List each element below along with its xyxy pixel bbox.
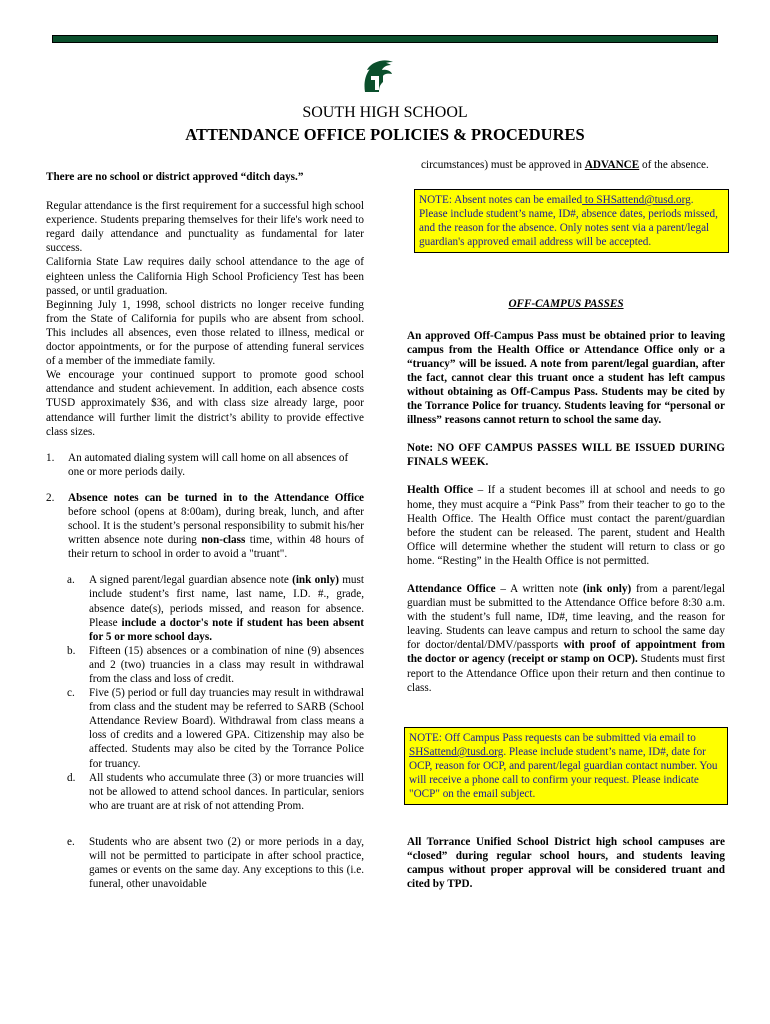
sub-letter: a. [67, 574, 75, 587]
sub-item-d [67, 771, 364, 813]
intro-paragraph-2: California State Law requires daily school attendance to the age of eighteen unless the California High School Proficiency Test has been passed, or until graduation. [46, 256, 364, 297]
list-number: 1. [46, 451, 55, 464]
ocp-email-link[interactable]: SHSattend@tusd.org [409, 745, 504, 758]
health-office-paragraph [407, 483, 725, 568]
list-text [68, 491, 364, 561]
page-title: ATTENDANCE OFFICE POLICIES & PROCEDURES [185, 125, 585, 144]
absence-notes-text: before school (opens at 8:00am), during break, lunch, and after school. It is the student’s personal responsibility to submit his/her written absence note during [68, 505, 364, 547]
school-name: SOUTH HIGH SCHOOL [302, 104, 468, 121]
intro-paragraph-4: We encourage your continued support to promote good school attendance and student achievement. In addition, each absence costs TUSD approximately $36, and with class size already large, poor attendance will further limit the district’s ability to provide effective class sizes. [46, 369, 364, 438]
ocp-email-note-box [404, 727, 728, 805]
attendance-text-2: from a parent/legal guardian must be submitted to the Attendance Office before 8:30 a.m. with the student’s full name, ID#, time leaving, and the reason for leaving. Students can leave campus and return to school the same day for doctor/dental/DMV/passports [407, 582, 726, 652]
sub-text: Students who are absent two (2) or more periods in a day, will not be permitted to participate in after school practice, games or events on the same day. Any exceptions to this (i.e. funeral, other unavoidable [89, 835, 364, 891]
off-campus-heading: OFF-CAMPUS PASSES [508, 298, 624, 311]
intro-paragraph-1: Regular attendance is the first requirement for a successful high school experience. Students preparing themselves for their life's work need to regard daily attendance and punctuality as fundamental for later success. [46, 200, 364, 255]
ditch-days-statement: There are no school or district approved “ditch days.” [46, 171, 304, 183]
sub-letter: e. [67, 835, 75, 848]
left-column [46, 170, 364, 891]
list-item-2 [46, 491, 364, 561]
note2-text-2: . Please include student’s name, ID#, date for OCP, reason for OCP, and parent/legal guardian contact number. You will receive a phone call to confirm your request. Please indicate "OCP" on the email subject. [409, 745, 718, 801]
proof-of-appointment: with proof of appointment from the doctor or agency (receipt or stamp on OCP). [407, 639, 725, 666]
sub-text: Five (5) period or full day truancies may result in withdrawal from class and the student may be referred to SARB (School Attendance Review Board). Withdrawal from class means a loss of credits and a lowered GPA. Citizenship may also be affected. Students may also be cited by the Torrance Police for truancy. [89, 687, 364, 770]
advance-approval-text [407, 158, 725, 172]
absence-notes-lead: Absence notes can be turned in to the Attendance Office [68, 491, 364, 504]
closed-campus-statement: All Torrance Unified School District high school campuses are “closed” during regular school hours, and students leaving campus without proper approval will be considered truant and cited by TPD. [407, 836, 725, 891]
note1-text-3: . Only notes sent via a parent/legal guardian's approved email address will be accepted. [419, 222, 710, 249]
intro-paragraph-3: Beginning July 1, 1998, school districts no longer receive funding from the State of California for pupils who are absent from school. This includes all absences, even those related to illness, medical or doctor appointments, or for the purpose of attending funeral services of a member of the immediate family. [46, 298, 364, 368]
sub-item-e [67, 835, 364, 891]
sub-letter: c. [67, 687, 75, 700]
sub-letter: d. [67, 771, 76, 784]
attendance-text-3: Students must first report to the Attendance Office upon their return and then continue to class. [407, 653, 725, 694]
non-class-term: non-class [201, 534, 246, 547]
sub-text [89, 573, 364, 643]
finals-week-note: Note: NO OFF CAMPUS PASSES WILL BE ISSUED DURING FINALS WEEK. [407, 442, 725, 469]
attendance-office-label: Attendance Office [407, 582, 496, 595]
advance-text-1: circumstances) must be approved in [421, 159, 585, 171]
sub-a-text-1: A signed parent/legal guardian absence note [89, 574, 293, 587]
sub-text: All students who accumulate three (3) or more truancies will not be allowed to attend school dances. In particular, seniors who are truant are at risk of not attending Prom. [89, 771, 364, 812]
note1-text-2: . Please include student’s name, ID#, absence dates, periods missed, and the reason for the absence [419, 194, 718, 235]
sub-text: Fifteen (15) absences or a combination of nine (9) absences and 2 (two) truancies in a class may result in withdrawal from the class and loss of credit. [89, 644, 364, 685]
right-column [407, 158, 725, 892]
note2-text-1: NOTE: Off Campus Pass requests can be submitted via email to [409, 731, 696, 744]
header-bar [52, 35, 718, 43]
sub-letter: b. [67, 644, 76, 657]
ink-only-term: (ink only) [292, 574, 339, 587]
attendance-text-1: – A written note [495, 582, 583, 595]
spartan-helmet-icon [357, 56, 397, 96]
advance-text-2: of the absence. [639, 159, 709, 171]
attendance-email-link[interactable]: to SHSattend@tusd.org [582, 194, 691, 207]
doctor-note-requirement: include a doctor's note if student has been absent for 5 or more school days. [89, 616, 364, 643]
note1-text-1: NOTE: Absent notes can be emailed [419, 194, 583, 207]
sub-item-c [67, 686, 364, 771]
sub-item-a [67, 573, 364, 643]
list-text: An automated dialing system will call home on all absences of one or more periods daily. [68, 451, 349, 478]
sub-item-b [67, 644, 364, 686]
health-office-label: Health Office [407, 484, 474, 497]
list-number: 2. [46, 491, 55, 504]
off-campus-policy: An approved Off-Campus Pass must be obtained prior to leaving campus from the Health Office or Attendance Office only or a “truancy” will be issued. A note from parent/legal guardian, after the fact, cannot clear this truant once a student has left campus without obtaining as Off-Campus Pass. Students may be cited by the Torrance Police for truancy. Students leaving for “personal or illness” reasons cannot return to school the same day. [407, 329, 725, 427]
list-item-1 [46, 451, 364, 479]
sub-a-text-2: must include student’s first name, last name, I.D. #., grade, absence date(s), periods missed, and reason for absence. Please [89, 574, 364, 629]
health-office-text: – If a student becomes ill at school and needs to go home, they must acquire a “Pink Pass” from their teacher to go to the Health Office. The Health Office must contact the parent/guardian before the student can be released. The parent, student and Health Office will determine whether the student will return to class or go home. “Resting” in the Health Office is not permitted. [407, 484, 725, 567]
absence-notes-text-2: time, within 48 hours of their return to school in order to avoid a "truant". [68, 534, 364, 561]
attendance-office-paragraph [407, 582, 725, 695]
advance-term: ADVANCE [584, 159, 640, 171]
email-absence-note-box [414, 189, 729, 253]
ink-only-term: (ink only) [582, 582, 632, 595]
